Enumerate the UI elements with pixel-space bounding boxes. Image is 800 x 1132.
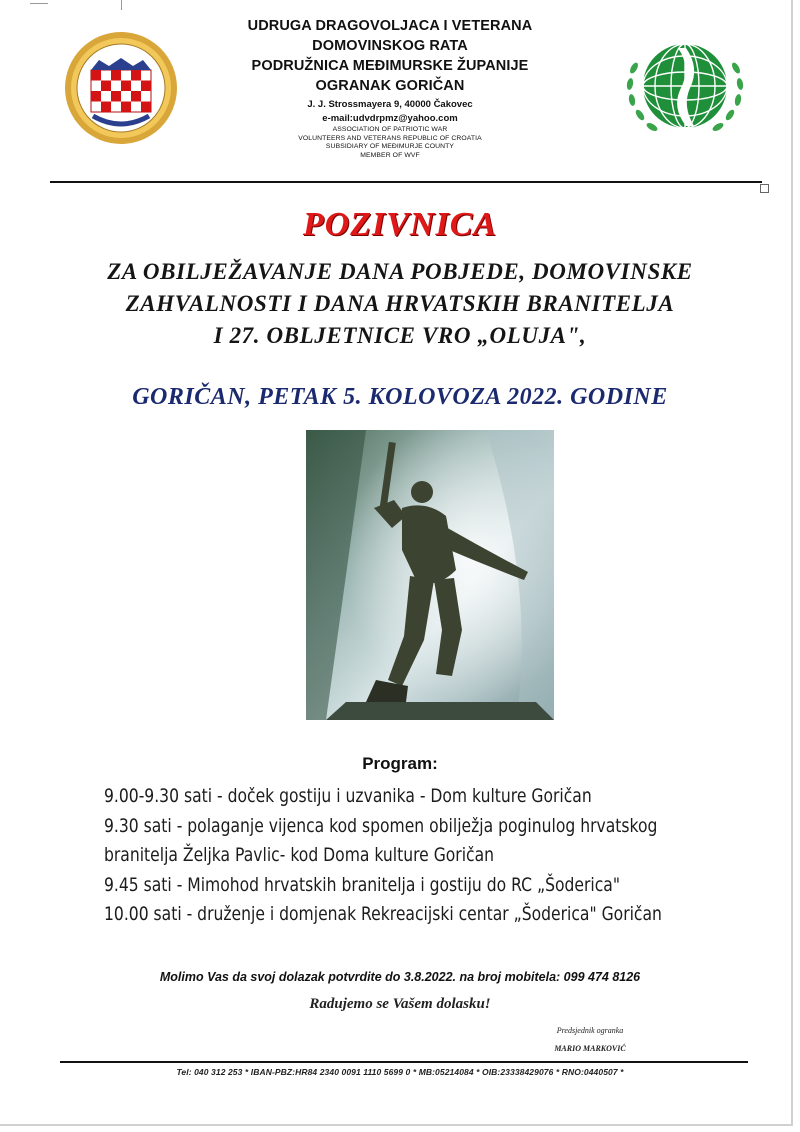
welcome-note: Radujemo se Vašem dolasku! [309, 996, 491, 1012]
header-divider [50, 181, 762, 183]
wvf-logo [620, 28, 750, 146]
org-english-line: SUBSIDIARY OF MEĐIMURJE COUNTY [325, 143, 455, 150]
org-english-line: VOLUNTEERS AND VETERANS REPUBLIC OF CROATIA [298, 134, 482, 142]
footer-divider [60, 1061, 748, 1063]
corner-mark [30, 0, 48, 4]
org-english-line: MEMBER OF WVF [360, 151, 420, 159]
footer-contact: Tel: 040 312 253 * IBAN-PBZ:HR84 2340 0091 1110 5699 0 * MB:05214084 * OIB:23338429076 * RNO:0440507 * [176, 1067, 624, 1077]
subtitle-line: I 27. OBLJETNICE VRO „OLUJA", [213, 323, 587, 348]
soldier-photo [306, 430, 554, 720]
org-name-line: UDRUGA DRAGOVOLJACA I VETERANA [247, 18, 533, 34]
subtitle-line: ZAHVALNOSTI I DANA HRVATSKIH BRANITELJA [125, 291, 675, 316]
org-name-line: OGRANAK GORIČAN [315, 78, 465, 94]
corner-mark [121, 0, 122, 10]
subtitle-line: ZA OBILJEŽAVANJE DANA POBJEDE, DOMOVINSKE [107, 259, 693, 284]
org-name-line: DOMOVINSKOG RATA [312, 38, 468, 54]
org-address: J. J. Strossmayera 9, 40000 Čakovec [307, 99, 473, 110]
program-item: 10.00 sati - druženje i domjenak Rekreacijski centar „Šoderica" Goričan [104, 903, 662, 925]
organization-header [220, 16, 560, 160]
association-logo [63, 30, 179, 146]
signature-title: Predsjednik ogranka [556, 1026, 624, 1035]
program-item: 9.00-9.30 sati - doček gostiju i uzvanika - Dom kulture Goričan [104, 785, 592, 807]
invitation-title: POZIVNICA [302, 206, 498, 243]
program-list [104, 782, 744, 930]
org-english-line: ASSOCIATION OF PATRIOTIC WAR [332, 126, 448, 133]
program-item: branitelja Željka Pavlic- kod Doma kulture Goričan [104, 844, 495, 866]
program-heading: Program: [362, 754, 438, 773]
program-item: 9.30 sati - polaganje vijenca kod spomen obilježja poginulog hrvatskog [104, 814, 658, 837]
program-item: 9.45 sati - Mimohod hrvatskih branitelja i gostiju do RC „Šoderica" [104, 873, 620, 896]
org-name-line: PODRUŽNICA MEĐIMURSKE ŽUPANIJE [251, 58, 529, 74]
rsvp-note: Molimo Vas da svoj dolazak potvrdite do 3.8.2022. na broj mobitela: 099 474 8126 [159, 970, 641, 984]
signature-name: MARIO MARKOVIĆ [554, 1044, 626, 1053]
page-corner-box [760, 184, 769, 193]
org-email: e-mail:udvdrpmz@yahoo.com [322, 113, 458, 124]
event-date-line: GORIČAN, PETAK 5. KOLOVOZA 2022. GODINE [132, 384, 668, 410]
